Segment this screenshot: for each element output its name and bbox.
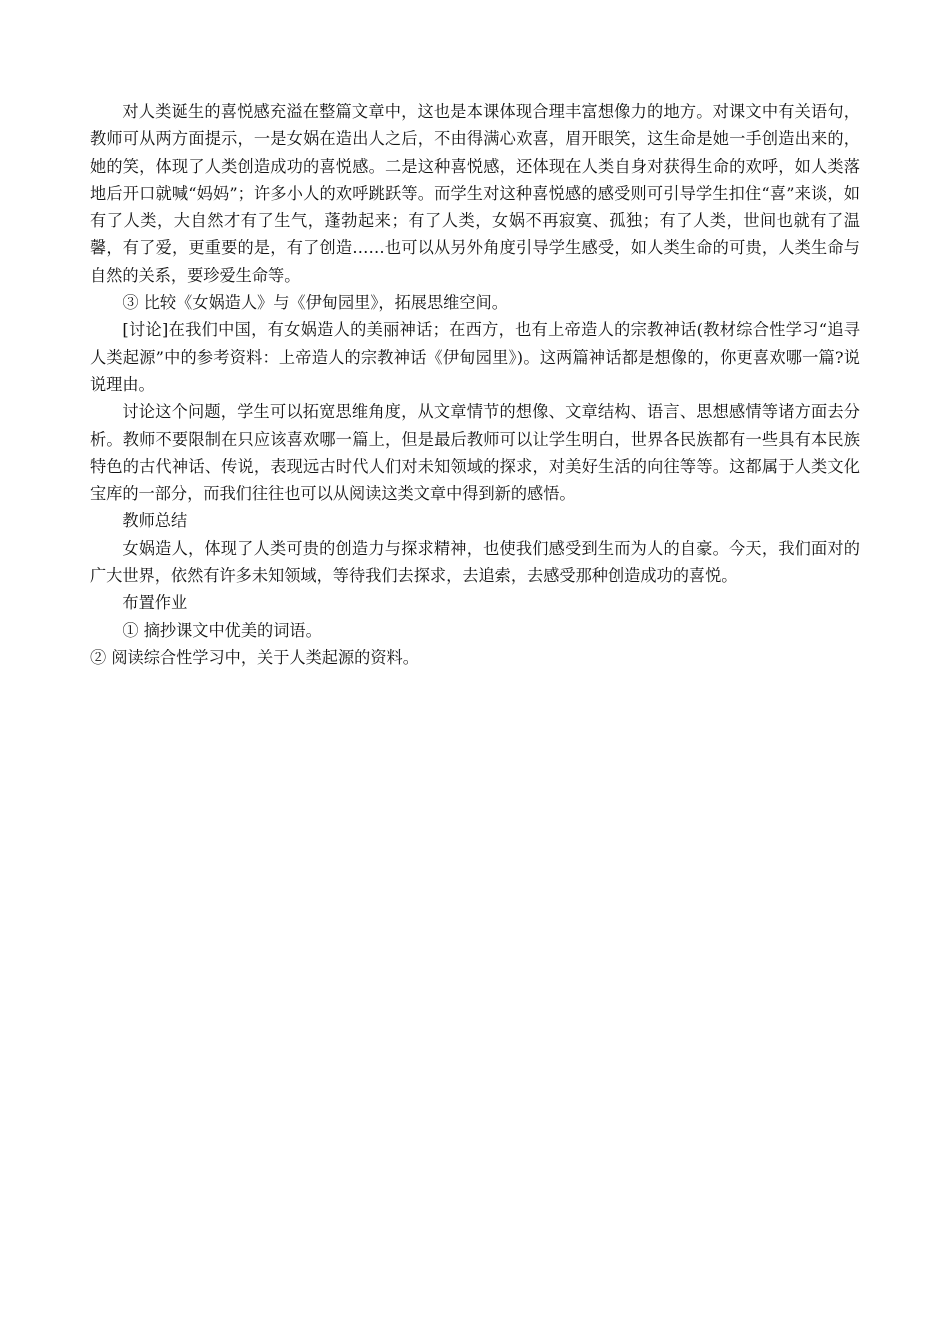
paragraph-compare-heading: ③ 比较《女娲造人》与《伊甸园里》，拓展思维空间。: [122, 293, 508, 313]
paragraph-joy-of-creation: 对人类诞生的喜悦感充溢在整篇文章中，这也是本课体现合理丰富想像力的地方。对课文中有关语句，教师可从两方面提示，一是女娲在造出人之后，不由得满心欢喜，眉开眼笑，这生命是她一手创造出来的，她的笑，体现了人类创造成功的喜悦感。二是这种喜悦感，还体现在人类自身对获得生命的欢呼，如人类落地后开口就喊“妈妈”；许多小人的欢呼跳跃等。而学生对这种喜悦感的感受则可引导学生扣住“喜”来谈，如有了人类，大自然才有了生气，蓬勃起来；有了人类，女娲不再寂寞、孤独；有了人类，世间也就有了温馨，有了爱，更重要的是，有了创造……也可以从另外角度引导学生感受，如人类生命的可贵，人类生命与自然的关系，要珍爱生命等。: [90, 102, 860, 285]
section-heading-teacher-summary: 教师总结: [122, 511, 188, 531]
paragraph-teacher-summary: 女娲造人，体现了人类可贵的创造力与探求精神，也使我们感受到生而为人的自豪。今天，我们面对的广大世界，依然有许多未知领域，等待我们去探求，去追索，去感受那种创造成功的喜悦。: [90, 538, 860, 586]
homework-item-2: ② 阅读综合性学习中，关于人类起源的资料。: [90, 647, 419, 667]
paragraph-discussion-guidance: 讨论这个问题，学生可以拓宽思维角度，从文章情节的想像、文章结构、语言、思想感情等诸方面去分析。教师不要限制在只应该喜欢哪一篇上，但是最后教师可以让学生明白，世界各民族都有一些具有本民族特色的古代神话、传说，表现远古时代人们对未知领域的探求，对美好生活的向往等等。这都属于人类文化宝库的一部分，而我们往往也可以从阅读这类文章中得到新的感悟。: [90, 402, 860, 504]
homework-item-1: ① 摘抄课文中优美的词语。: [122, 620, 322, 640]
document-body: [90, 98, 860, 671]
paragraph-discussion-prompt: [讨论]在我们中国，有女娲造人的美丽神话；在西方，也有上帝造人的宗教神话(教材综合性学习“追寻人类起源”中的参考资料：上帝造人的宗教神话《伊甸园里》)。这两篇神话都是想像的，你更喜欢哪一篇?说说理由。: [90, 320, 860, 394]
section-heading-homework: 布置作业: [122, 593, 188, 613]
